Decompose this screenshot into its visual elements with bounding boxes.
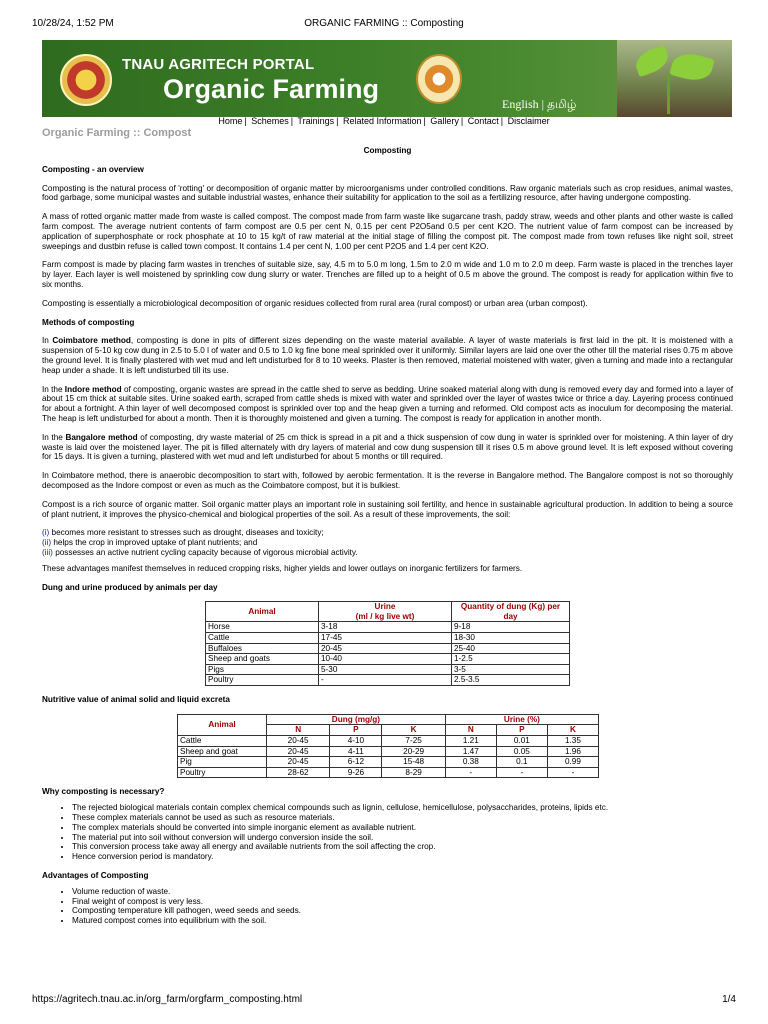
- overview-heading: Composting - an overview: [42, 164, 144, 174]
- coimbatore-method-paragraph: In Coimbatore method, composting is done in pits of different sizes depending on the waste material available. A layer of waste materials is first laid in the pit. It is moistened with a suspension of 5-10 kg cow dung in 2.5 to 5.0 l of water and 0.5 to 1.0 kg fine bone meal sprinkled over it uniformly. Similar layers are laid one over the other till the material rises 0.75 m above the ground level. It is finally plastered with wet mud and left undisturbed for 8 to 10 weeks. Plaster is then removed, material moistened with water, given a turning and made into a rectangular heap under a shade. It is left undisturbed till its use.: [42, 336, 733, 375]
- table-row: Poultry - 2.5-3.5: [206, 675, 570, 686]
- table-row: Poultry 28-62 9-26 8-29 - - -: [178, 767, 599, 778]
- tnau-emblem-icon: [60, 54, 112, 106]
- nutritive-value-table: [177, 714, 599, 779]
- language-switch: [502, 97, 576, 113]
- nav-schemes[interactable]: Schemes: [251, 116, 289, 126]
- lang-english-link[interactable]: English: [502, 97, 539, 111]
- table-row: Cattle 17-45 18-30: [206, 633, 570, 644]
- table-header-cell: Dung (mg/g): [267, 714, 446, 725]
- indore-method-paragraph: In the Indore method of composting, organic wastes are spread in the cattle shed to serve as bedding. Urine soaked material along with dung is removed every day and formed into a layer of about 15 cm thick at suitable sites. Urine soaked earth, scraped from cattle sheds is mixed with water and sprinkled over the layer of wastes twice or thrice a day. Layering process continued for about a fortnight. A thin layer of well decomposed compost is sprinkled over top and the heap given a turning and reformed. Old compost acts as inoculum for decomposing the material. The heap is left undisturbed for about a month. Then it is thoroughly moistened and given a turning. The compost is ready for application in another month.: [42, 384, 734, 423]
- why-heading: Why composting is necessary?: [42, 787, 165, 797]
- list-item: • The material put into soil without conversion will undergo conversion inside the soil.: [72, 833, 733, 843]
- seedling-image: [617, 40, 732, 117]
- site-banner: [42, 40, 732, 117]
- table-header-cell: Animal: [178, 714, 267, 735]
- paragraph: Compost is a rich source of organic matter. Soil organic matter plays an important role in sustaining soil fertility, and hence in sustainable agricultural production. In addition to being a source of plant nutrient, it improves the physico-chemical and biological properties of the soil. As a result of these improvements, the soil:: [42, 499, 733, 519]
- table-header-cell: Quantity of dung (Kg) per day: [452, 602, 570, 622]
- paragraph: These advantages manifest themselves in reduced cropping risks, higher yields and lower outlays on inorganic fertilizers for farmers.: [42, 563, 523, 573]
- why-list: [42, 803, 733, 862]
- paragraph: A mass of rotted organic matter made from waste is called compost. The compost made from farm waste like sugarcane trash, paddy straw, weeds and other plants and other waste is called farm compost. The average nutrient contents of farm compost are 0.5 per cent N, 0.15 per cent P2O5and 0.5 per cent K2O. The nutrient value of farm compost can be increased by application of superphosphate or rock phosphate at 10 to 15 kg/t of raw material at the initial stage of filling the compost pit. The compost made from town refuses like night soil, street sweepings and dustbin refuse is called town compost. It contains 1.4 per cent N, 1.00 per cent P2O5 and 1.4 per cent K2O.: [42, 212, 733, 251]
- lang-tamil-link[interactable]: தமிழ்: [547, 97, 577, 111]
- table-row: Buffaloes 20-45 25-40: [206, 643, 570, 654]
- paragraph: In Coimbatore method, there is anaerobic decomposition to start with, followed by aerobic fermentation. It is the reverse in Bangalore method. The Bangalore compost is not so thoroughly decomposed as the Indore compost or even as much as the Coimbatore compost, but it is bulkiest.: [42, 471, 733, 490]
- benefit-item: (i) becomes more resistant to stresses such as drought, diseases and toxicity;: [42, 528, 324, 538]
- nav-contact[interactable]: Contact: [467, 116, 499, 126]
- tamilnadu-emblem-icon: [416, 54, 462, 104]
- page-number: 1/4: [722, 994, 736, 1005]
- list-item: • Final weight of compost is very less.: [72, 897, 733, 907]
- list-item: • These complex materials cannot be used as such as resource materials.: [72, 813, 733, 823]
- lang-separator: |: [541, 97, 545, 111]
- page-title: Composting: [363, 146, 412, 155]
- list-item: • The complex materials should be converted into simple inorganic element as available nutrient.: [72, 823, 733, 833]
- nav-related-information[interactable]: Related Information: [342, 116, 422, 126]
- breadcrumb: Organic Farming :: Compost: [42, 127, 192, 139]
- list-item: • Matured compost comes into equilibrium with the soil.: [72, 916, 733, 926]
- print-footer: [32, 994, 736, 1006]
- table-header-row: [178, 714, 599, 725]
- top-nav: Home | Schemes | Trainings | Related Information | Gallery | Contact | Disclaimer: [218, 116, 550, 126]
- list-item: • Volume reduction of waste.: [72, 887, 733, 897]
- main-content: [42, 146, 733, 926]
- nav-gallery[interactable]: Gallery: [430, 116, 459, 126]
- methods-heading: Methods of composting: [42, 317, 135, 327]
- table-header-row: N P K N P K: [178, 725, 599, 736]
- nav-home[interactable]: Home: [218, 116, 243, 126]
- paragraph: Composting is essentially a microbiological decomposition of organic residues collected from rural area (rural compost) or urban area (urban compost).: [42, 298, 588, 308]
- bangalore-method-paragraph: In the Bangalore method of composting, dry waste material of 25 cm thick is spread in a pit and a thick suspension of cow dung in water is sprinkled over for moistening. A thin layer of dry waste is laid over the moistened layer. The pit is filled alternately with dry layers of material and cow dung suspension till it rises 0.5 m above ground level. It is left exposed without covering for 15 days. It is given a turning, plastered with wet mud and left undisturbed for about 5 months or till required.: [42, 432, 733, 462]
- print-datetime: 10/28/24, 1:52 PM: [32, 18, 114, 29]
- list-item: • Hence conversion period is mandatory.: [72, 852, 733, 862]
- print-url: https://agritech.tnau.ac.in/org_farm/orgfarm_composting.html: [32, 994, 303, 1005]
- advantages-list: [42, 887, 733, 926]
- dung-urine-table: [205, 601, 570, 686]
- table-row: Sheep and goat 20-45 4-11 20-29 1.47 0.05 1.96: [178, 746, 599, 757]
- table-row: Cattle 20-45 4-10 7-25 1.21 0.01 1.35: [178, 736, 599, 747]
- table-header-cell: Urine (ml / kg live wt): [319, 602, 452, 622]
- benefit-item: (iii) possesses an active nutrient cycling capacity because of vigorous microbial activity.: [42, 547, 358, 557]
- paragraph: Composting is the natural process of 'rotting' or decomposition of organic matter by microorganisms under controlled conditions. Raw organic materials such as crop residues, animal wastes, food garbage, some municipal wastes and suitable industrial wastes, enhance their suitability for application to the soil as a fertilizing resource, after having undergone composting.: [42, 183, 733, 203]
- benefit-item: (ii) helps the crop in improved uptake of plant nutrients; and: [42, 538, 258, 548]
- print-header: [32, 18, 736, 30]
- table-row: Horse 3-18 9-18: [206, 622, 570, 633]
- table-header-row: [206, 602, 570, 622]
- site-brand: Organic Farming: [163, 74, 380, 104]
- print-title: ORGANIC FARMING :: Composting: [304, 18, 464, 29]
- table-row: Sheep and goats 10-40 1-2.5: [206, 654, 570, 665]
- table-row: Pig 20-45 6-12 15-48 0.38 0.1 0.99: [178, 757, 599, 768]
- list-item: • This conversion process take away all energy and available nutrients from the soil affecting the crop.: [72, 842, 733, 852]
- benefit-list: [42, 528, 733, 557]
- table-header-cell: Urine (%): [445, 714, 598, 725]
- nav-trainings[interactable]: Trainings: [297, 116, 335, 126]
- paragraph: Farm compost is made by placing farm wastes in trenches of suitable size, say, 4.5 m to 5.0 m long, 1.5m to 2.0 m wide and 1.0 m to 2.0 m deep. Farm waste is placed in the trenches layer by layer. Each layer is well moistened by sprinkling cow dung slurry or water. Trenches are filled up to a height of 0.5 m above the ground. The compost is ready for application within five to six months.: [42, 260, 733, 289]
- portal-name: TNAU AGRITECH PORTAL: [122, 56, 315, 73]
- nav-disclaimer[interactable]: Disclaimer: [507, 116, 550, 126]
- table-header-cell: Animal: [206, 602, 319, 622]
- table2-heading: Nutritive value of animal solid and liquid excreta: [42, 695, 230, 705]
- advantages-heading: Advantages of Composting: [42, 870, 149, 880]
- table1-heading: Dung and urine produced by animals per day: [42, 582, 218, 592]
- list-item: • Composting temperature kill pathogen, weed seeds and seeds.: [72, 906, 733, 916]
- list-item: • The rejected biological materials contain complex chemical compounds such as lignin, cellulose, hemicellulose, polysaccharides, proteins, lipids etc.: [72, 803, 733, 813]
- table-row: Pigs 5-30 3-5: [206, 664, 570, 675]
